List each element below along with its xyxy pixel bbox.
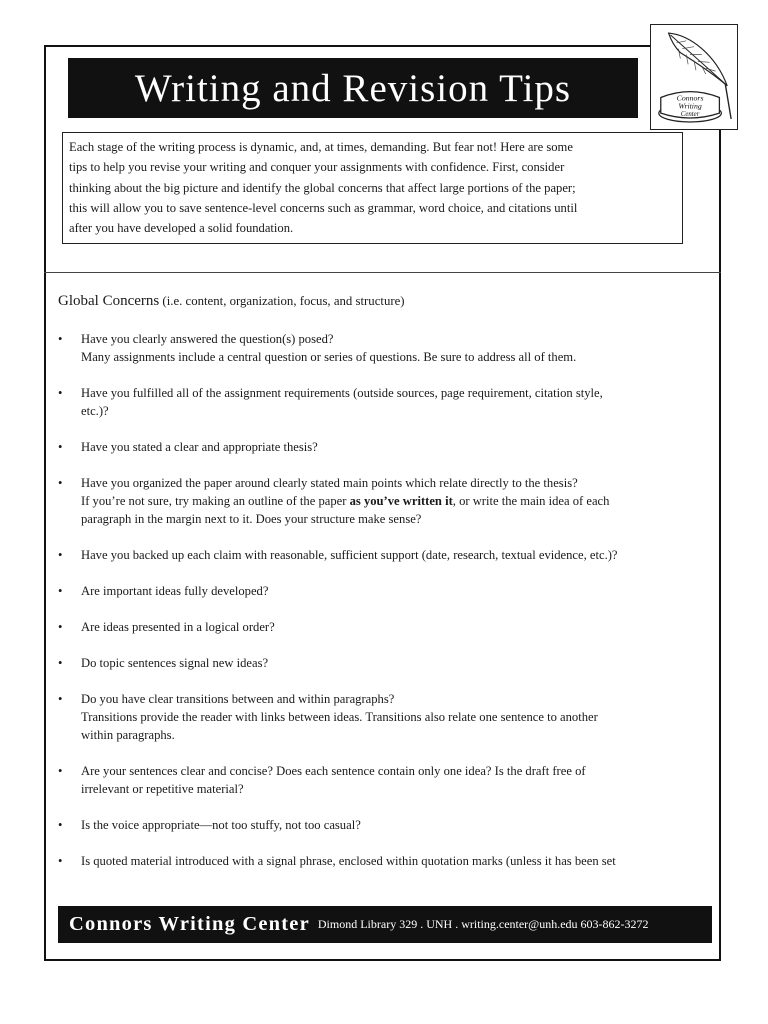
list-item: • Is the voice appropriate—not too stuffy, not too casual? — [58, 818, 361, 832]
page-title — [68, 58, 638, 118]
section-heading — [58, 293, 405, 310]
bullet-icon: • — [58, 656, 63, 670]
svg-text:Writing: Writing — [678, 101, 702, 111]
connors-writing-center-logo — [650, 24, 738, 130]
bullet-icon: • — [58, 476, 63, 490]
svg-text:Center: Center — [680, 111, 700, 119]
footer-contact: Dimond Library 329 . UNH . writing.center@unh.edu 603-862-3272 — [317, 917, 649, 931]
bullet-icon: • — [58, 332, 63, 346]
list-item: • Have you stated a clear and appropriate thesis? — [58, 440, 318, 454]
footer-bar — [58, 906, 712, 943]
page-title-text: Writing and Revision Tips — [134, 66, 572, 110]
list-item: • Have you organized the paper around clearly stated main points which relate directly to the thesis? If you’re not sure, try making an outline of the paper as you’ve written it, or write the main idea of each paragraph in the margin next to it. Does your structure make sense? — [58, 476, 610, 526]
bullet-icon: • — [58, 854, 63, 868]
intro-line: thinking about the big picture and identify the global concerns that affect large portions of the paper; — [69, 180, 576, 195]
bullet-icon: • — [58, 764, 63, 778]
intro-line: tips to help you revise your writing and conquer your assignments with confidence. First, consider — [69, 160, 565, 175]
list-item: • Do you have clear transitions between and within paragraphs? Transitions provide the reader with links between ideas. Transitions also relate one sentence to another within paragraphs. — [58, 692, 598, 742]
quill-and-inkwell-icon — [651, 25, 737, 129]
intro-line: Each stage of the writing process is dynamic, and, at times, demanding. But fear not! Here are some — [69, 140, 573, 154]
section-heading-title: Global Concerns — [58, 293, 160, 309]
list-item: • Have you backed up each claim with reasonable, sufficient support (date, research, textual evidence, etc.)? — [58, 548, 618, 562]
bullet-icon: • — [58, 584, 63, 598]
list-item: • Have you clearly answered the question(s) posed? Many assignments include a central question or series of questions. Be sure to address all of them. — [58, 332, 577, 364]
section-heading-note: (i.e. content, organization, focus, and structure) — [159, 294, 405, 308]
list-item: • Are important ideas fully developed? — [58, 584, 269, 598]
bullet-icon: • — [58, 386, 63, 400]
intro-line: this will allow you to save sentence-level concerns such as grammar, word choice, and citations until — [69, 200, 578, 215]
section-divider — [44, 272, 721, 273]
footer-org-name: Connors Writing Center — [69, 913, 310, 935]
bullet-icon: • — [58, 692, 63, 706]
bullet-icon: • — [58, 818, 63, 832]
global-concerns-list — [58, 330, 708, 870]
bullet-icon: • — [58, 440, 63, 454]
intro-box — [62, 132, 683, 244]
bullet-icon: • — [58, 620, 63, 634]
list-item: • Are ideas presented in a logical order? — [58, 620, 275, 634]
list-item: • Are your sentences clear and concise? Does each sentence contain only one idea? Is the draft free of irrelevant or repetitive material? — [58, 764, 586, 796]
list-item: • Do topic sentences signal new ideas? — [58, 656, 269, 670]
svg-text:Connors: Connors — [676, 93, 704, 103]
bullet-icon: • — [58, 548, 63, 562]
list-item: • Is quoted material introduced with a signal phrase, enclosed within quotation marks (unless it has been set — [58, 854, 616, 868]
list-item: • Have you fulfilled all of the assignment requirements (outside sources, page requirement, citation style, etc.)? — [58, 386, 603, 418]
intro-line: after you have developed a solid foundation. — [69, 221, 294, 236]
